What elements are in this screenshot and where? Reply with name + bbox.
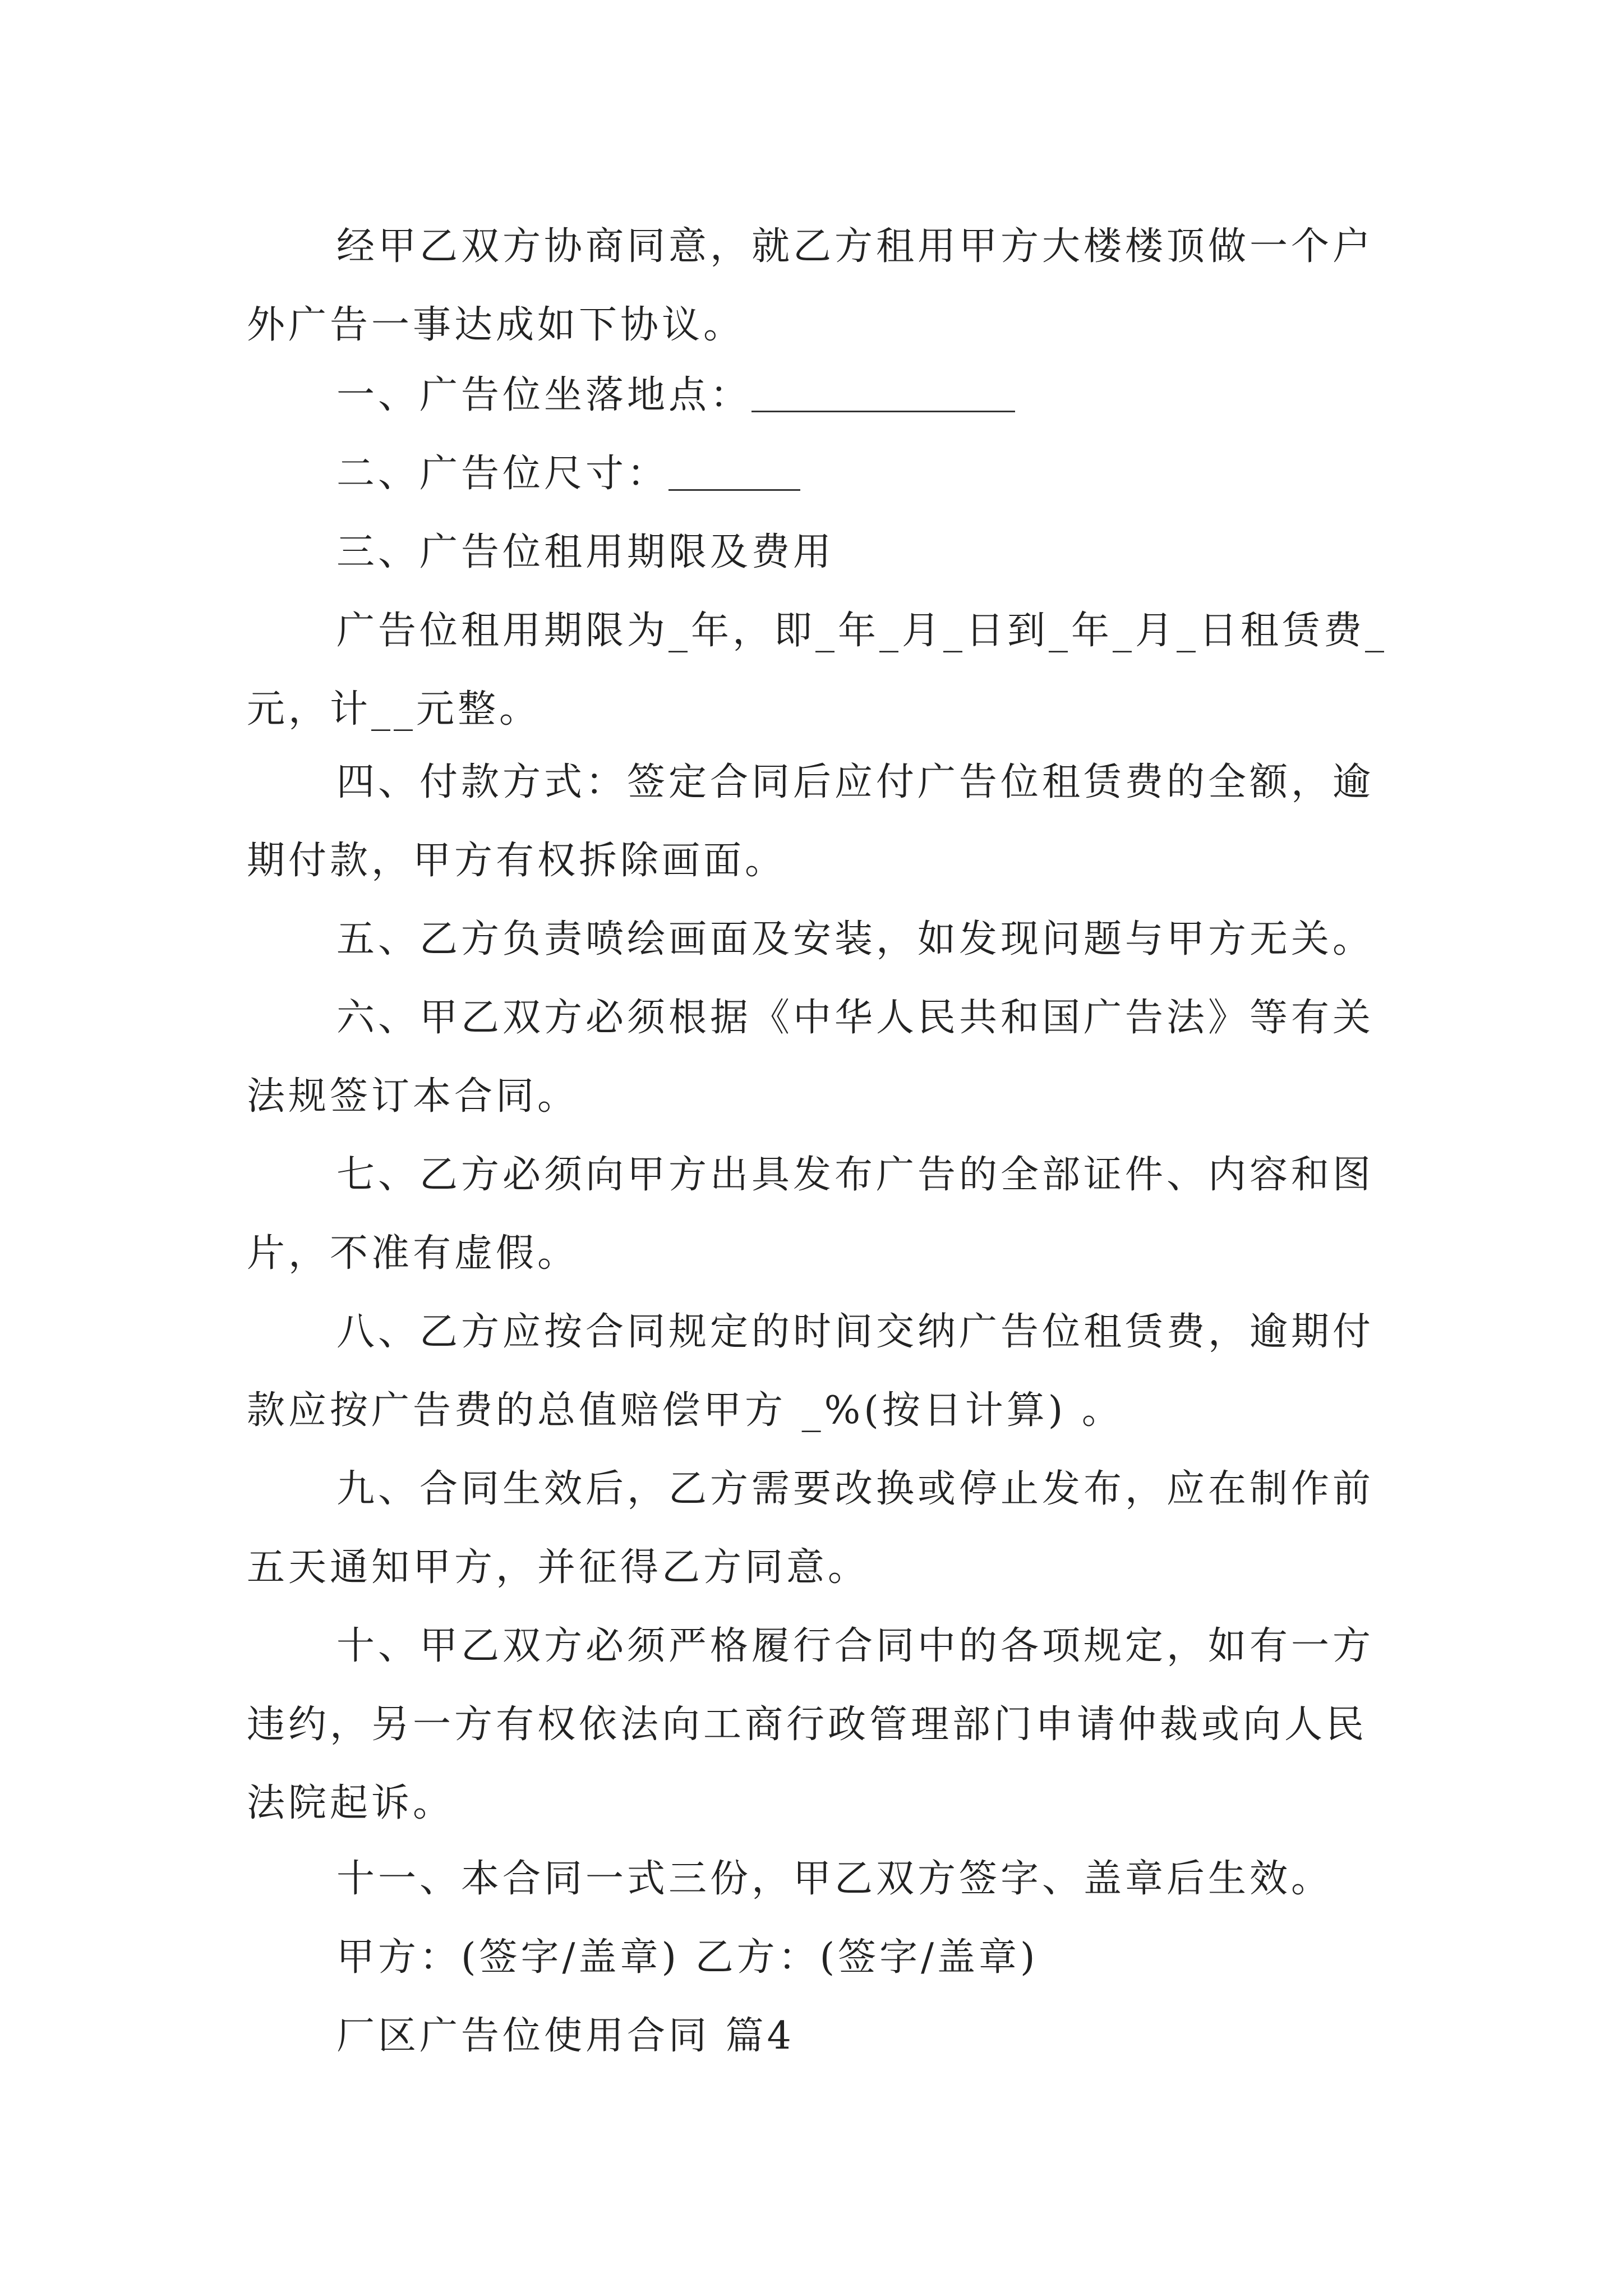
- location-blank-line: [751, 372, 1015, 412]
- clause-1-text: 一、广告位坐落地点：: [336, 373, 752, 417]
- clause-5: 五、乙方负责喷绘画面及安装，如发现问题与甲方无关。: [336, 917, 1375, 961]
- clause-9: 九、合同生效后，乙方需要改换或停止发布，应在制作前五天通知甲方，并征得乙方同意。: [247, 1467, 1375, 1590]
- next-section-title: 厂区广告位使用合同 篇4: [336, 2014, 795, 2058]
- size-blank-line: [668, 451, 800, 491]
- signature-line: 甲方：(签字/盖章) 乙方：(签字/盖章): [336, 1935, 1039, 1980]
- clause-4: 四、付款方式：签定合同后应付广告位租赁费的全额，逾期付款，甲方有权拆除画面。: [247, 760, 1375, 883]
- clause-1-location: [247, 356, 1396, 435]
- intro-paragraph: 经甲乙双方协商同意，就乙方租用甲方大楼楼顶做一个户外广告一事达成如下协议。: [247, 224, 1375, 347]
- clause-3-body: 广告位租用期限为_年，即_年_月_日到_年_月_日租赁费_元，计__元整。: [247, 609, 1388, 731]
- clause-2-text: 二、广告位尺寸：: [336, 452, 669, 496]
- clause-2-size: [247, 435, 1396, 513]
- clause-11: 十一、本合同一式三份，甲乙双方签字、盖章后生效。: [336, 1857, 1333, 1901]
- clause-7: 七、乙方必须向甲方出具发布广告的全部证件、内容和图片，不准有虚假。: [247, 1153, 1375, 1276]
- clause-3-heading: 三、广告位租用期限及费用: [336, 530, 835, 574]
- clause-8: 八、乙方应按合同规定的时间交纳广告位租赁费，逾期付款应按广告费的总值赔偿甲方 _%(按日计算) 。: [247, 1310, 1375, 1433]
- clause-10: 十、甲乙双方必须严格履行合同中的各项规定，如有一方违约，另一方有权依法向工商行政管理部门申请仲裁或向人民法院起诉。: [247, 1624, 1375, 1825]
- clause-6: 六、甲乙双方必须根据《中华人民共和国广告法》等有关法规签订本合同。: [247, 996, 1375, 1119]
